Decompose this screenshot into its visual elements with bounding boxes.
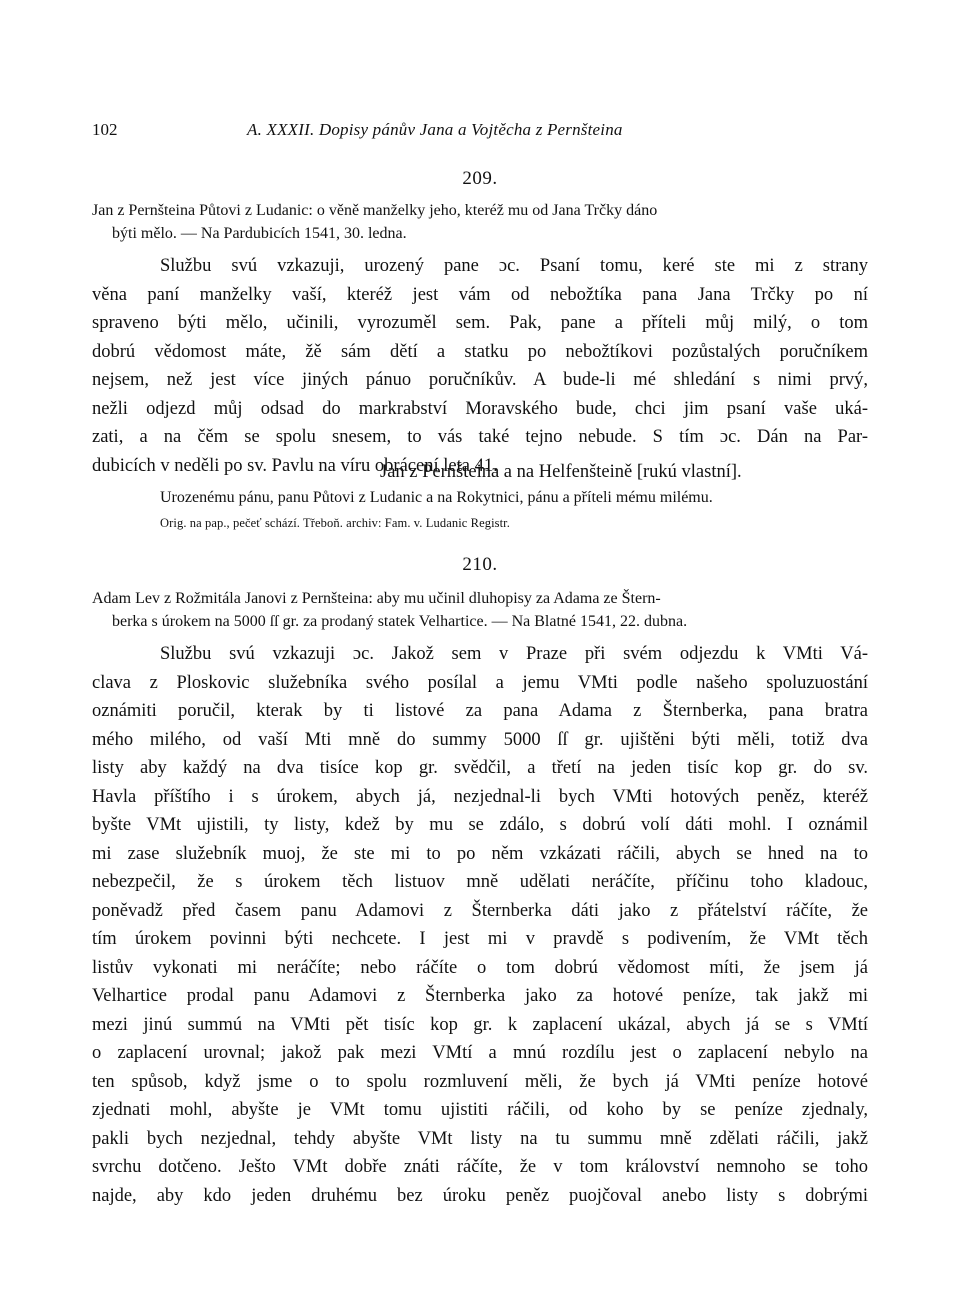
body-line: dobrú vědomost máte, žě sám dětí a statku po nebožtíkovi pozůstalých poručníkem — [92, 341, 868, 362]
letter-209-number: 209. — [462, 168, 498, 189]
body-line: najde, aby kdo jeden druhému bez úroku peněz puojčoval anebo listy s dobrými — [92, 1185, 868, 1206]
body-line: listův vykonati mi neráčíte; nebo ráčíte o tom dobrú vědomost míti, že jsem já — [92, 957, 868, 978]
body-line: mého milého, od vaší Mti mně do summy 5000 ſſ gr. ujištěni býti měli, totiž dva — [92, 729, 868, 750]
body-line: dubicích v neděli po sv. Pavlu na víru obrácení leta 41. — [92, 455, 498, 476]
letter-210-regest — [92, 587, 868, 633]
letter-209-regest — [92, 199, 868, 245]
body-line: tím úrokem povinni býti nechcete. I jest mi v pravdě s podivením, že VMt těch — [92, 929, 868, 949]
body-line: mezi jinú summú na VMti pět tisíc kop gr. k zaplacení ukázal, abych já se s VMtí — [92, 1014, 868, 1035]
page-header — [92, 120, 868, 144]
body-line: poněvadž před časem panu Adamovi z Šternberka dáti jako z přátelství ráčíte, že — [92, 900, 868, 921]
body-line: pakli bych nezjednal, tehdy abyšte VMt listy na tu summu mně zdělati ráčili, jakž — [92, 1128, 868, 1149]
letter-209-signature: Jan z Pernšteina a na Helfenšteině [rukú vlastní]. — [380, 462, 742, 482]
body-line: Službu svú vzkazuji, urozený pane ɔc. Psaní tomu, keré ste mi z strany — [160, 256, 868, 276]
regest-line: Jan z Pernšteina Půtovi z Ludanic: o věně manželky jeho, kteréž mu od Jana Trčky dáno — [92, 202, 658, 219]
letter-210-body — [92, 640, 868, 1210]
regest-line: Adam Lev z Rožmitála Janovi z Pernšteina: aby mu učinil dluhopisy za Adama ze Štern- — [92, 590, 661, 607]
body-line: věna paní manželky vaší, kteréž jest vám od nebožtíka pana Jana Trčky po ní — [92, 284, 868, 305]
letter-209-archive-note: Orig. na pap., pečeť schází. Třeboň. archiv: Fam. v. Ludanic Registr. — [160, 516, 510, 530]
body-line: svrchu dotčeno. Ješto VMt dobře znáti ráčíte, že v tom království nemnoho se toho — [92, 1157, 868, 1177]
regest-line: berka s úrokem na 5000 ſſ gr. za prodaný statek Velhartice. — Na Blatné 1541, 22. dubna. — [112, 613, 688, 630]
body-line: oznámiti poručil, kterak by ti listové za pana Adama z Šternberka, pana bratra — [92, 701, 868, 721]
body-line: Havla příštího i s úrokem, abych já, nezjednal-li bych VMti hotových peněz, kteréž — [92, 786, 868, 807]
body-line: o zaplacení urovnal; jakož pak mezi VMtí a mnú rozdílu jest o zaplacení nebylo na — [92, 1043, 868, 1063]
body-line: zati, a na čěm se spolu snesem, to vás také tejno nebude. S tím ɔc. Dán na Par- — [92, 427, 868, 447]
letter-210-number: 210. — [462, 554, 498, 575]
body-line: clava z Ploskovic služebníka svého posílal a jemu VMti podle našeho spoluzuostání — [92, 672, 868, 693]
body-line: mi zase služebník muoj, že ste mi to po něm vzkázati ráčili, abych se hned na to — [92, 843, 868, 864]
body-line: Velhartice prodal panu Adamovi z Šternberka jako za hotové peníze, tak jakž mi — [92, 986, 868, 1006]
letter-209-address: Urozenému pánu, panu Půtovi z Ludanic a na Rokytnici, pánu a příteli mému milému. — [160, 489, 713, 506]
body-line: nežli odjezd můj odsad do markrabství Moravského bude, chci jim psaní vaše uká- — [92, 398, 868, 419]
body-line: nejsem, než jest více jiných pánuo poručníkův. A bude-li mé shledání s nimi prvý, — [92, 370, 868, 390]
body-line: Službu svú vzkazuji ɔc. Jakož sem v Praze při svém odjezdu k VMti Vá- — [160, 644, 868, 664]
page-number: 102 — [92, 120, 118, 139]
body-line: zjednati mohl, abyšte je VMt tomu ujistiti ráčili, od koho by se peníze zjednaly, — [92, 1100, 868, 1120]
body-line: ten spůsob, když jsme o to spolu rozmluvení měli, že bych já VMti peníze hotové — [92, 1071, 868, 1092]
body-line: byšte VMt ujistili, ty listy, kdež by mu se zdálo, s dobrú volí dáti mohl. I oznámil — [92, 815, 868, 835]
body-line: nebezpečil, že s úrokem těch listuov mně udělati neráčíte, příčinu toho kladouc, — [92, 872, 868, 892]
letter-209-body — [92, 252, 868, 480]
body-line: listy aby každý na dva tisíce kop gr. svědčil, a třetí na jeden tisíc kop gr. do sv. — [92, 758, 868, 778]
regest-line: býti mělo. — Na Pardubicích 1541, 30. ledna. — [112, 225, 407, 242]
body-line: spraveno býti mělo, učinili, vyrozuměl sem. Pak, pane a příteli můj milý, o tom — [92, 313, 868, 333]
running-title: A. XXXII. Dopisy pánův Jana a Vojtěcha z Pernšteina — [247, 120, 623, 139]
